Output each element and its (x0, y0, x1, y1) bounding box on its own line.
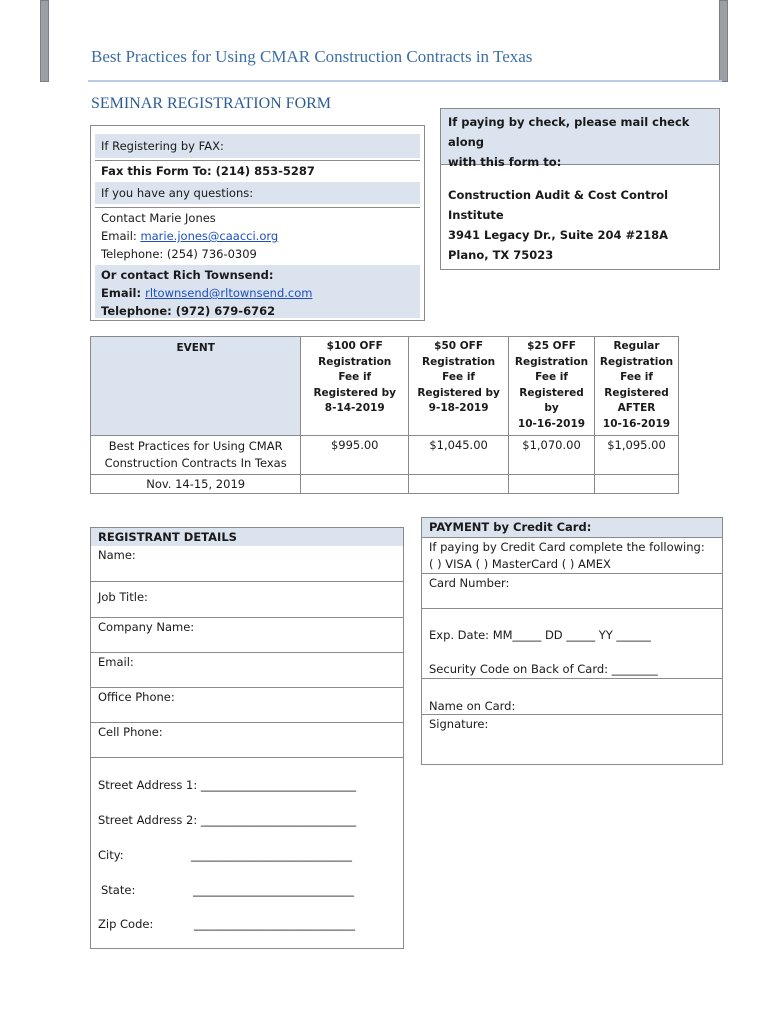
contact1-phone: Telephone: (254) 736-0309 (101, 247, 257, 261)
registrant-field-city[interactable]: City: ____________________________ (98, 848, 352, 862)
contact2-name: Or contact Rich Townsend: (101, 268, 274, 282)
mail-heading: If paying by check, please mail check along with this form to: (441, 109, 719, 165)
price-100-off: $995.00 (301, 435, 409, 474)
contact2-phone: Telephone: (972) 679-6762 (101, 304, 276, 318)
mail-check-box (440, 108, 720, 270)
registrant-field-state[interactable]: State: ____________________________ (101, 883, 354, 897)
registrant-field-street1[interactable]: Street Address 1: ___________________________ (98, 778, 357, 792)
event-pricing-table (90, 336, 679, 494)
price-25-off: $1,070.00 (509, 435, 595, 474)
payment-field-signature[interactable]: Signature: (422, 714, 722, 764)
contact-rich (95, 265, 420, 318)
document-title: Best Practices for Using CMAR Construction Contracts in Texas (91, 47, 533, 66)
price-50-off: $1,045.00 (409, 435, 509, 474)
header-regular: Regular Registration Fee if Registered AFTER 10-16-2019 (595, 337, 679, 436)
event-name: Best Practices for Using CMAR Construction Contracts In Texas (91, 435, 301, 474)
registrant-field-email[interactable]: Email: (91, 653, 403, 688)
fax-number-line: Fax this Form To: (214) 853-5287 (95, 160, 420, 180)
left-margin-bar (40, 0, 49, 82)
registrant-field-street2[interactable]: Street Address 2: ___________________________ (98, 813, 357, 827)
mail-address1: 3941 Legacy Dr., Suite 204 #218A (448, 228, 669, 242)
registrant-heading: REGISTRANT DETAILS (91, 528, 403, 546)
event-date: Nov. 14-15, 2019 (91, 474, 301, 493)
registrant-field-office-phone[interactable]: Office Phone: (91, 688, 403, 723)
payment-instruction: If paying by Credit Card complete the following: (422, 537, 722, 555)
registrant-details-box (90, 527, 404, 949)
event-table-header-row (91, 337, 679, 436)
form-title: SEMINAR REGISTRATION FORM (91, 95, 332, 112)
mail-address2: Plano, TX 75023 (448, 248, 554, 262)
contact2-email-link[interactable]: rltownsend@rltownsend.com (145, 286, 313, 300)
title-underline (88, 80, 722, 82)
contact-marie (95, 207, 420, 265)
mail-address (441, 185, 719, 265)
event-row (91, 435, 679, 474)
price-regular: $1,095.00 (595, 435, 679, 474)
contact2-email-row: Email: rltownsend@rltownsend.com (101, 286, 313, 300)
registrant-field-name[interactable]: Name: (91, 546, 403, 582)
fax-heading: If Registering by FAX: (95, 134, 420, 158)
payment-box (421, 517, 723, 765)
registrant-field-job-title[interactable]: Job Title: (91, 582, 403, 618)
mail-org: Construction Audit & Cost Control Institute (448, 188, 669, 222)
header-25-off: $25 OFF Registration Fee if Registered by 10-16-2019 (509, 337, 595, 436)
registrant-field-cell-phone[interactable]: Cell Phone: (91, 723, 403, 758)
payment-heading: PAYMENT by Credit Card: (422, 518, 722, 537)
payment-field-card-number[interactable]: Card Number: (422, 573, 722, 608)
event-date-row (91, 474, 679, 493)
payment-field-exp-date[interactable]: Exp. Date: MM_____ DD _____ YY ______ (422, 608, 722, 660)
registrant-field-company[interactable]: Company Name: (91, 618, 403, 653)
header-50-off: $50 OFF Registration Fee if Registered by 9-18-2019 (409, 337, 509, 436)
header-100-off: $100 OFF Registration Fee if Registered by 8-14-2019 (301, 337, 409, 436)
fax-contact-box (90, 125, 425, 321)
contact1-name: Contact Marie Jones (101, 211, 216, 225)
payment-field-name-on-card[interactable]: Name on Card: (422, 678, 722, 714)
contact1-email-row: Email: marie.jones@caacci.org (101, 229, 279, 243)
card-type-options[interactable]: ( ) VISA ( ) MasterCard ( ) AMEX (429, 557, 611, 571)
questions-heading: If you have any questions: (95, 182, 420, 204)
payment-field-security-code[interactable]: Security Code on Back of Card: ________ (429, 662, 658, 676)
header-event: EVENT (91, 337, 301, 436)
registrant-field-zip[interactable]: Zip Code: ____________________________ (98, 917, 355, 931)
contact1-email-link[interactable]: marie.jones@caacci.org (140, 229, 279, 243)
right-margin-bar (719, 0, 728, 82)
